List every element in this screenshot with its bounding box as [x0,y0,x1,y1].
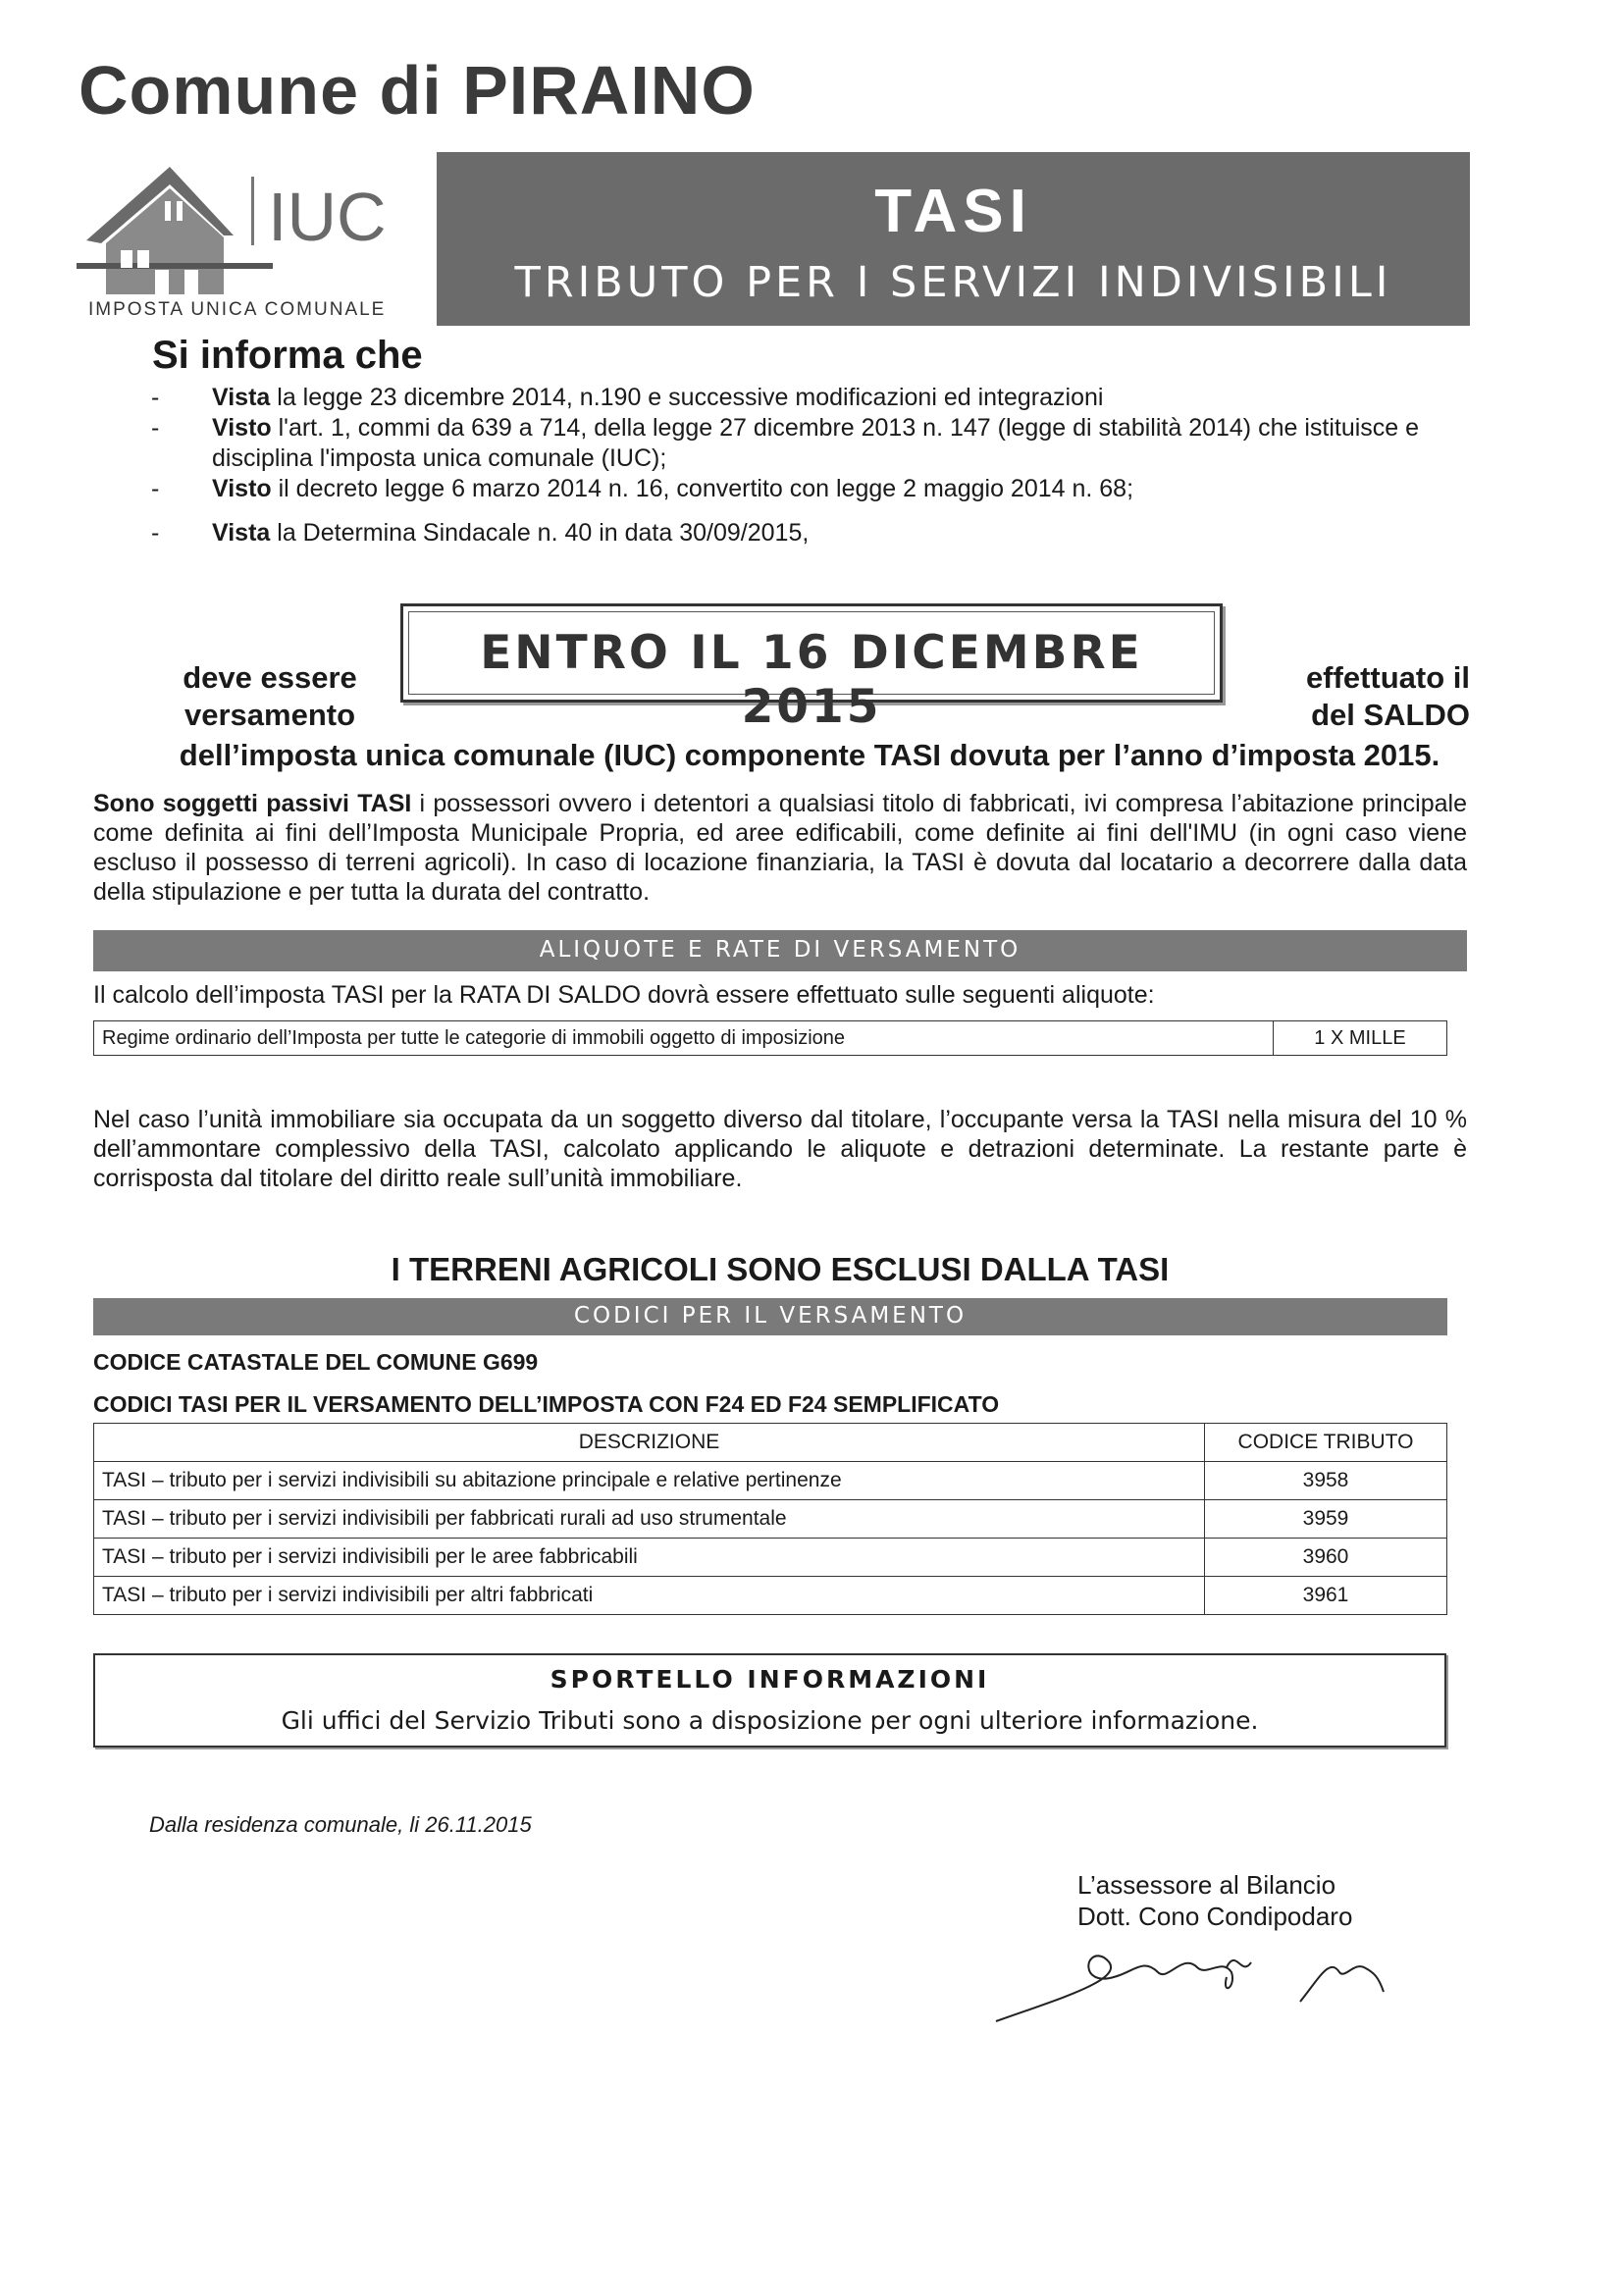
table-cell: 3960 [1205,1539,1447,1577]
deadline-right-text: effettuato il del SALDO [1305,660,1470,732]
intro-heading: Si informa che [152,334,423,377]
aliquote-row-label: Regime ordinario dell’Imposta per tutte le categorie di immobili oggetto di imposizione [94,1021,1274,1056]
logo-subtitle: IMPOSTA UNICA COMUNALE [88,299,387,320]
sportello-text: Gli uffici del Servizio Tributi sono a disposizione per ogni ulteriore informazione. [281,1706,1259,1735]
table-cell: TASI – tributo per i servizi indivisibili per altri fabbricati [94,1577,1205,1615]
table-cell: 3961 [1205,1577,1447,1615]
aliquote-calc-text: Il calcolo dell’imposta TASI per la RATA DI SALDO dovrà essere effettuato sulle seguenti aliquote: [93,981,1155,1009]
codici-title: CODICI TASI PER IL VERSAMENTO DELL’IMPOSTA CON F24 ED F24 SEMPLIFICATO [93,1391,1000,1417]
soggetti-paragraph: Sono soggetti passivi TASI i possessori ovvero i detentori a qualsiasi titolo di fabbricati, ivi compresa l’abitazione principale come definita ai fini dell’Imposta Municipale Propria, ed aree edificabili, come definite ai fini dell'IMU (in ogni caso viene escluso il possesso di terreni agricoli). In caso di locazione finanziaria, la TASI è dovuta dal locatario a decorrere dalla data della stipulazione e per tutta la durata del contratto. [93,790,1467,906]
sportello-title: SPORTELLO INFORMAZIONI [550,1665,990,1694]
table-row [94,1462,1447,1500]
codice-catastale: CODICE CATASTALE DEL COMUNE G699 [93,1349,539,1375]
deadline-box [400,603,1223,734]
table-cell: TASI – tributo per i servizi indivisibili per fabbricati rurali ad uso strumentale [94,1500,1205,1539]
handwritten-signature [986,1918,1398,2026]
list-item: - Vista la Determina Sindacale n. 40 in data 30/09/2015, [151,519,810,547]
signatory-name: Dott. Cono Condipodaro [1077,1902,1353,1931]
table-cell: TASI – tributo per i servizi indivisibili per le aree fabbricabili [94,1539,1205,1577]
aliquote-table [93,1020,1447,1056]
occupante-paragraph: Nel caso l’unità immobiliare sia occupata da un soggetto diverso dal titolare, l’occupante versa la TASI nella misura del 10 % dell’ammontare complessivo della TASI, calcolato applicando le aliquote e detrazioni determinate. La restante parte è corrisposta dal titolare del diritto reale sull’unità immobiliare. [93,1106,1467,1192]
intro-list [147,383,1467,548]
list-item: - Visto il decreto legge 6 marzo 2014 n. 16, convertito con legge 2 maggio 2014 n. 68; [151,475,1134,502]
codici-table [93,1423,1447,1615]
terreni-heading: I TERRENI AGRICOLI SONO ESCLUSI DALLA TASI [391,1251,1170,1287]
signatory-role: L’assessore al Bilancio [1077,1870,1336,1900]
column-header: CODICE TRIBUTO [1205,1424,1447,1462]
aliquote-section-bar: ALIQUOTE E RATE DI VERSAMENTO [93,930,1467,971]
column-header: DESCRIZIONE [94,1424,1205,1462]
deadline-text: ENTRO IL 16 DICEMBRE 2015 [480,626,1143,734]
banner-title: TASI [874,178,1032,245]
table-row [94,1500,1447,1539]
place-date: Dalla residenza comunale, li 26.11.2015 [149,1812,532,1837]
logo-text: IUC [268,179,387,255]
tasi-banner [437,152,1470,326]
deadline-left-text: deve essere versamento [183,660,357,732]
list-item: - Visto l'art. 1, commi da 639 a 714, della legge 27 dicembre 2013 n. 147 (legge di stabilità 2014) che istituisce e disciplina l'imposta unica comunale (IUC); [151,414,1420,472]
sportello-box [93,1653,1446,1748]
list-item: - Vista la legge 23 dicembre 2014, n.190 e successive modificazioni ed integrazioni [151,384,1104,411]
comune-title: Comune di PIRAINO [79,52,756,129]
table-cell: 3959 [1205,1500,1447,1539]
imposta-line: dell’imposta unica comunale (IUC) componente TASI dovuta per l’anno d’imposta 2015. [179,738,1440,772]
banner-subtitle: TRIBUTO PER I SERVIZI INDIVISIBILI [514,258,1392,307]
codici-section-bar: CODICI PER IL VERSAMENTO [93,1298,1447,1335]
table-row [94,1577,1447,1615]
table-row [94,1539,1447,1577]
table-cell: 3958 [1205,1462,1447,1500]
aliquote-row-value: 1 X MILLE [1274,1021,1447,1056]
table-row [94,1021,1447,1056]
table-cell: TASI – tributo per i servizi indivisibili su abitazione principale e relative pertinenze [94,1462,1205,1500]
table-header-row [94,1424,1447,1462]
